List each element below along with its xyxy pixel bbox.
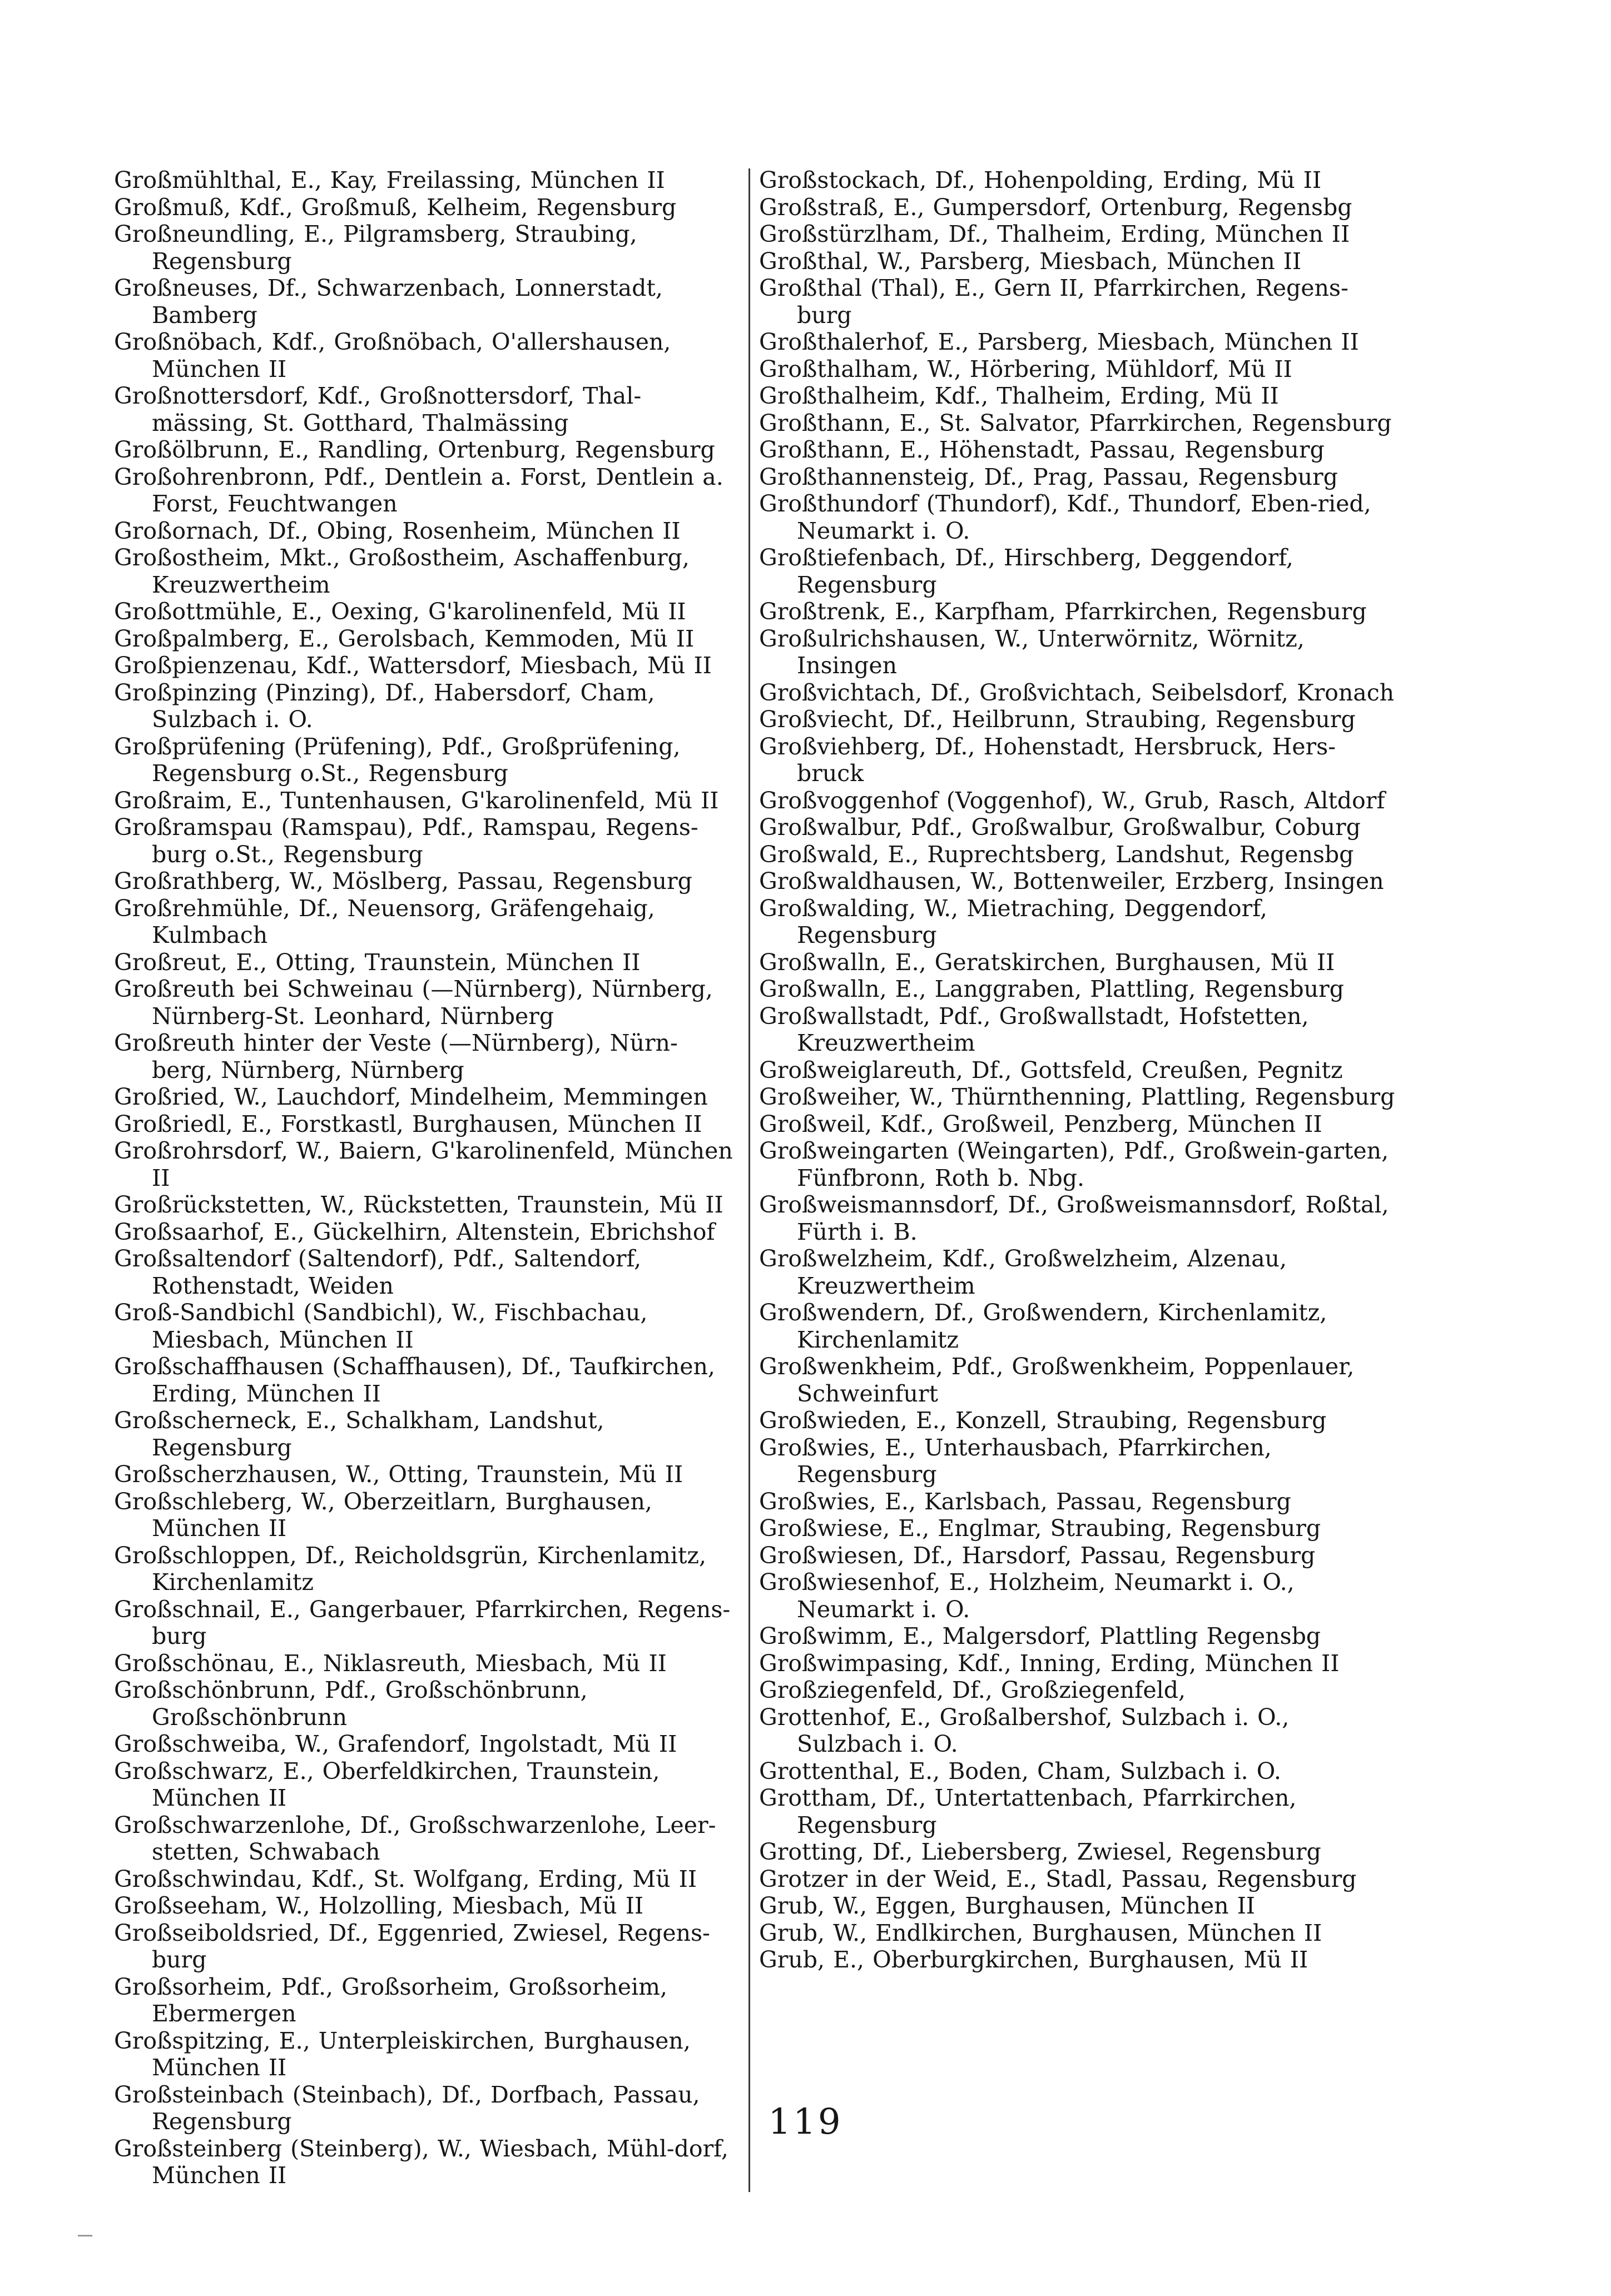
gazetteer-entry: Großriedl, E., Forstkastl, Burghausen, München II [114,1110,702,1137]
page-number: 119 [768,2101,843,2143]
gazetteer-entry: Grottenthal, E., Boden, Cham, Sulzbach i. O. [759,1757,1281,1785]
gazetteer-entry: Großstockach, Df., Hohenpolding, Erding, Mü II [759,167,1322,193]
gazetteer-entry: Großwald, E., Ruprechtsberg, Landshut, Regensbg [759,841,1354,868]
gazetteer-entry: Großschönau, E., Niklasreuth, Miesbach, Mü II [114,1649,667,1677]
gazetteer-entry: Großweingarten (Weingarten), Pdf., Großwein-garten, Fünfbronn, Roth b. Nbg. [759,1137,1389,1191]
gazetteer-entry: Großthann, E., Höhenstadt, Passau, Regensburg [759,436,1325,463]
gazetteer-entry: Großschwindau, Kdf., St. Wolfgang, Erding, Mü II [114,1865,697,1892]
gazetteer-entry: Großried, W., Lauchdorf, Mindelheim, Memmingen [114,1084,708,1110]
gazetteer-entry: Großwieden, E., Konzell, Straubing, Regensburg [759,1407,1327,1434]
gazetteer-entry: Großottmühle, E., Oexing, G'karolinenfeld, Mü II [114,598,686,625]
gazetteer-entry: Großohrenbronn, Pdf., Dentlein a. Forst, Dentlein a. Forst, Feuchtwangen [114,463,723,517]
gazetteer-entry: Großreut, E., Otting, Traunstein, München II [114,948,641,976]
gazetteer-entry: Großpienzenau, Kdf., Wattersdorf, Miesbach, Mü II [114,652,712,679]
gazetteer-entry: Großschleberg, W., Oberzeitlarn, Burghausen, München II [114,1488,652,1542]
gazetteer-entry: Grottham, Df., Untertattenbach, Pfarrkirchen, Regensburg [759,1785,1297,1838]
gazetteer-entry: Großwallstadt, Pdf., Großwallstadt, Hofstetten, Kreuzwertheim [759,1002,1309,1056]
gazetteer-entry: Großpinzing (Pinzing), Df., Habersdorf, Cham, Sulzbach i. O. [114,679,655,733]
gazetteer-entry: Großnottersdorf, Kdf., Großnottersdorf, Thal-mässing, St. Gotthard, Thalmässing [114,382,642,436]
gazetteer-entry: Großwalding, W., Mietraching, Deggendorf, Regensburg [759,894,1267,948]
gazetteer-entry: Großwendern, Df., Großwendern, Kirchenlamitz, Kirchenlamitz [759,1299,1327,1353]
gazetteer-entry: Großviehberg, Df., Hohenstadt, Hersbruck, Hers-bruck [759,733,1336,787]
gazetteer-entry: Großwaldhausen, W., Bottenweiler, Erzberg, Insingen [759,868,1384,894]
gazetteer-entry: Großwies, E., Karlsbach, Passau, Regensburg [759,1488,1291,1515]
gazetteer-entry: Grub, W., Eggen, Burghausen, München II [759,1892,1255,1919]
gazetteer-entry: Großschweiba, W., Grafendorf, Ingolstadt, Mü II [114,1731,677,1757]
gazetteer-entry: Großrohrsdorf, W., Baiern, G'karolinenfeld, München II [114,1137,733,1191]
gazetteer-entry: Großneuses, Df., Schwarzenbach, Lonnerstadt, Bamberg [114,275,663,329]
gazetteer-entry: Großwenkheim, Pdf., Großwenkheim, Poppenlauer, Schweinfurt [759,1353,1355,1407]
left-column [114,167,737,2189]
gazetteer-entry: Großschnail, E., Gangerbauer, Pfarrkirchen, Regens-burg [114,1596,731,1649]
gazetteer-entry: Großsaltendorf (Saltendorf), Pdf., Saltendorf, Rothenstadt, Weiden [114,1245,642,1299]
gazetteer-entry: Grub, E., Oberburgkirchen, Burghausen, Mü II [759,1946,1308,1973]
gazetteer-entry: Großstürzlham, Df., Thalheim, Erding, München II [759,221,1350,247]
gazetteer-entry: Großweiglareuth, Df., Gottsfeld, Creußen, Pegnitz [759,1056,1343,1084]
gazetteer-entry: Großthann, E., St. Salvator, Pfarrkirchen, Regensburg [759,409,1392,436]
gazetteer-entry: Großwalln, E., Geratskirchen, Burghausen, Mü II [759,948,1335,976]
column-divider [749,168,750,2192]
gazetteer-entry: Großprüfening (Prüfening), Pdf., Großprüfening, Regensburg o.St., Regensburg [114,733,681,787]
gazetteer-entry: Großostheim, Mkt., Großostheim, Aschaffenburg, Kreuzwertheim [114,544,690,598]
gazetteer-entry: Groß-Sandbichl (Sandbichl), W., Fischbachau, Miesbach, München II [114,1299,648,1353]
gazetteer-entry: Großthal (Thal), E., Gern II, Pfarrkirchen, Regens-burg [759,275,1349,329]
gazetteer-entry: Großramspau (Ramspau), Pdf., Ramspau, Regens-burg o.St., Regensburg [114,814,698,868]
gazetteer-entry: Großthundorf (Thundorf), Kdf., Thundorf, Eben-ried, Neumarkt i. O. [759,490,1371,544]
gazetteer-entry: Großvoggenhof (Voggenhof), W., Grub, Rasch, Altdorf [759,787,1385,814]
gazetteer-entry: Grotzer in der Weid, E., Stadl, Passau, Regensburg [759,1865,1357,1892]
gazetteer-entry: Großpalmberg, E., Gerolsbach, Kemmoden, Mü II [114,625,695,652]
gazetteer-entry: Großulrichshausen, W., Unterwörnitz, Wörnitz, Insingen [759,625,1305,679]
gazetteer-entry: Großspitzing, E., Unterpleiskirchen, Burghausen, München II [114,2027,691,2081]
gazetteer-entry: Großwiese, E., Englmar, Straubing, Regensburg [759,1515,1321,1542]
gazetteer-entry: Großtiefenbach, Df., Hirschberg, Deggendorf, Regensburg [759,544,1293,598]
gazetteer-entry: Großschloppen, Df., Reicholdsgrün, Kirchenlamitz, Kirchenlamitz [114,1542,706,1596]
gazetteer-entry: Grub, W., Endlkirchen, Burghausen, München II [759,1919,1322,1946]
gazetteer-entry: Großölbrunn, E., Randling, Ortenburg, Regensburg [114,436,715,463]
gazetteer-entry: Großthalerhof, E., Parsberg, Miesbach, München II [759,329,1359,355]
gazetteer-entry: Großsorheim, Pdf., Großsorheim, Großsorheim, Ebermergen [114,1973,668,2027]
gazetteer-entry: Großweil, Kdf., Großweil, Penzberg, München II [759,1110,1322,1137]
gazetteer-entry: Großviecht, Df., Heilbrunn, Straubing, Regensburg [759,706,1356,733]
gazetteer-entry: Großthalham, W., Hörbering, Mühldorf, Mü II [759,355,1292,382]
gazetteer-entry: Großrückstetten, W., Rückstetten, Traunstein, Mü II [114,1191,723,1218]
gazetteer-entry: Großrehmühle, Df., Neuensorg, Gräfengehaig, Kulmbach [114,894,655,948]
gazetteer-entry: Großschönbrunn, Pdf., Großschönbrunn, Großschönbrunn [114,1677,588,1731]
gazetteer-entry: Großneundling, E., Pilgramsberg, Straubing, Regensburg [114,221,637,275]
gazetteer-entry: Großschwarz, E., Oberfeldkirchen, Traunstein, München II [114,1757,660,1811]
gazetteer-entry: Großstraß, E., Gumpersdorf, Ortenburg, Regensbg [759,193,1352,221]
gazetteer-entry: Großschaffhausen (Schaffhausen), Df., Taufkirchen, Erding, München II [114,1353,715,1407]
gazetteer-entry: Großweiher, W., Thürnthenning, Plattling, Regensburg [759,1084,1395,1110]
gazetteer-entry: Großwalln, E., Langgraben, Plattling, Regensburg [759,976,1344,1002]
gazetteer-entry: Großscherzhausen, W., Otting, Traunstein, Mü II [114,1461,683,1488]
gazetteer-entry: Großraim, E., Tuntenhausen, G'karolinenfeld, Mü II [114,787,719,814]
gazetteer-entry: Großrathberg, W., Möslberg, Passau, Regensburg [114,868,692,894]
gazetteer-entry: Großscherneck, E., Schalkham, Landshut, Regensburg [114,1407,604,1461]
gazetteer-entry: Großreuth bei Schweinau (—Nürnberg), Nürnberg, Nürnberg-St. Leonhard, Nürnberg [114,976,713,1030]
gazetteer-entry: Großornach, Df., Obing, Rosenheim, München II [114,517,681,544]
gazetteer-entry: Großschwarzenlohe, Df., Großschwarzenlohe, Leer-stetten, Schwabach [114,1811,716,1865]
gazetteer-entry: Großwiesenhof, E., Holzheim, Neumarkt i. O., Neumarkt i. O. [759,1569,1295,1623]
gazetteer-entry: Großwalbur, Pdf., Großwalbur, Großwalbur, Coburg [759,814,1361,841]
gazetteer-entry: Großziegenfeld, Df., Großziegenfeld, [759,1677,1186,1703]
gazetteer-entry: Großwimpasing, Kdf., Inning, Erding, München II [759,1649,1340,1677]
gazetteer-entry: Großthalheim, Kdf., Thalheim, Erding, Mü II [759,382,1279,409]
gazetteer-entry: Großweismannsdorf, Df., Großweismannsdorf, Roßtal, Fürth i. B. [759,1191,1389,1245]
gazetteer-entry: Großtrenk, E., Karpfham, Pfarrkirchen, Regensburg [759,598,1367,625]
margin-mark [78,2235,92,2237]
gazetteer-entry: Großthal, W., Parsberg, Miesbach, München II [759,247,1302,275]
gazetteer-entry: Großwelzheim, Kdf., Großwelzheim, Alzenau, Kreuzwertheim [759,1245,1287,1299]
gazetteer-entry: Großsaarhof, E., Gückelhirn, Altenstein, Ebrichshof [114,1218,715,1245]
gazetteer-entry: Großnöbach, Kdf., Großnöbach, O'allershausen, München II [114,329,671,382]
gazetteer-entry: Großmuß, Kdf., Großmuß, Kelheim, Regensburg [114,193,677,221]
gazetteer-entry: Großreuth hinter der Veste (—Nürnberg), Nürn-berg, Nürnberg, Nürnberg [114,1030,678,1084]
gazetteer-entry: Großsteinbach (Steinbach), Df., Dorfbach, Passau, Regensburg [114,2081,700,2135]
gazetteer-entry: Großvichtach, Df., Großvichtach, Seibelsdorf, Kronach [759,679,1395,706]
gazetteer-entry: Großthannensteig, Df., Prag, Passau, Regensburg [759,463,1338,490]
gazetteer-entry: Großwies, E., Unterhausbach, Pfarrkirchen, Regensburg [759,1434,1272,1488]
gazetteer-entry: Grottenhof, E., Großalbershof, Sulzbach i. O., Sulzbach i. O. [759,1703,1290,1757]
gazetteer-entry: Großseiboldsried, Df., Eggenried, Zwiesel, Regens-burg [114,1919,710,1973]
gazetteer-entry: Grotting, Df., Liebersberg, Zwiesel, Regensburg [759,1838,1321,1865]
gazetteer-entry: Großmühlthal, E., Kay, Freilassing, München II [114,167,665,193]
gazetteer-entry: Großsteinberg (Steinberg), W., Wiesbach, Mühl-dorf, München II [114,2135,728,2189]
gazetteer-entry: Großwiesen, Df., Harsdorf, Passau, Regensburg [759,1542,1316,1569]
gazetteer-entry: Großseeham, W., Holzolling, Miesbach, Mü II [114,1892,644,1919]
gazetteer-entry: Großwimm, E., Malgersdorf, Plattling Regensbg [759,1623,1321,1649]
right-column [759,167,1399,1974]
